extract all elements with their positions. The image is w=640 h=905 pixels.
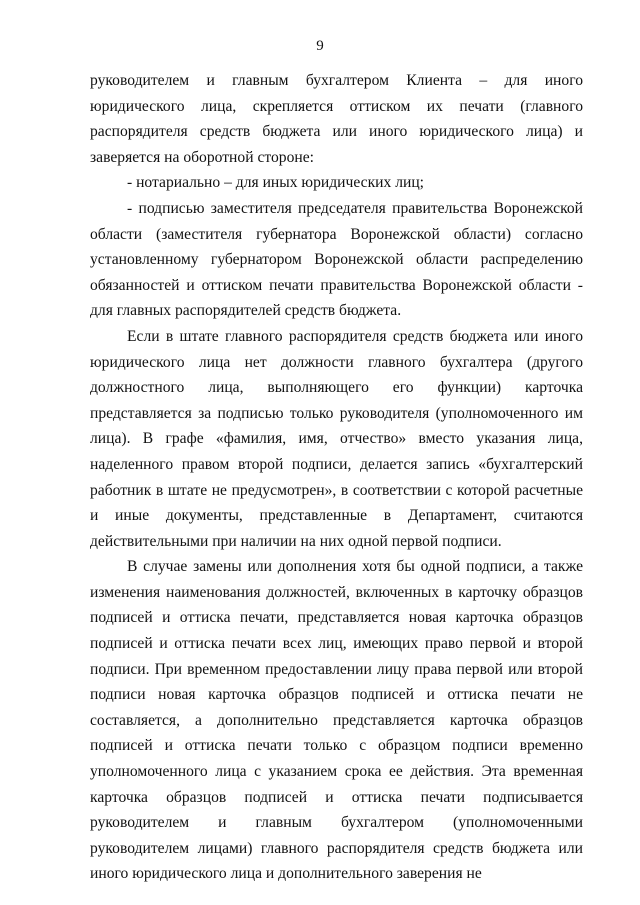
paragraph-signature-replacement: В случае замены или дополнения хотя бы одной подписи, а также изменения наименования должностей, включенных в карточку образцов подписей и оттиска печати, представляется новая карточка образцов подписей и оттиска печати всех лиц, имеющих право первой и второй подписи. При временном предоставлении лицу права первой или второй подписи новая карточка образцов подписей и оттиска печати не составляется, а дополнительно представляется карточка образцов подписей и оттиска печати только с образцом подписи временно уполномоченного лица с указанием срока ее действия. Эта временная карточка образцов подписей и оттиска печати подписывается руководителем и главным бухгалтером (уполномоченными руководителем лицами) главного распорядителя средств бюджета или иного юридического лица и дополнительного заверения не bbox=[90, 558, 583, 883]
paragraph-continuation: руководителем и главным бухгалтером Клиента – для иного юридического лица, скрепляется оттиском их печати (главного распорядителя средств бюджета или иного юридического лица) и заверяется на оборотной стороне: bbox=[90, 72, 583, 166]
document-body bbox=[90, 68, 583, 887]
page-number: 9 bbox=[316, 38, 324, 54]
paragraph-no-chief-accountant: Если в штате главного распорядителя средств бюджета или иного юридического лица нет должности главного бухгалтера (другого должностного лица, выполняющего его функции) карточка представляется за подписью только руководителя (уполномоченного им лица). В графе «фамилия, имя, отчество» вместо указания лица, наделенного правом второй подписи, делается запись «бухгалтерский работник в штате не предусмотрен», в соответствии с которой расчетные и иные документы, представленные в Департамент, считаются действительными при наличии на них одной первой подписи. bbox=[90, 327, 583, 550]
paragraph-deputy-signature: - подписью заместителя председателя правительства Воронежской области (заместителя губернатора Воронежской области) согласно установленному губернатором Воронежской области распределению обязанностей и оттиском печати правительства Воронежской области - для главных распорядителей средств бюджета. bbox=[90, 199, 583, 320]
paragraph-notarial: - нотариально – для иных юридических лиц; bbox=[127, 174, 424, 192]
